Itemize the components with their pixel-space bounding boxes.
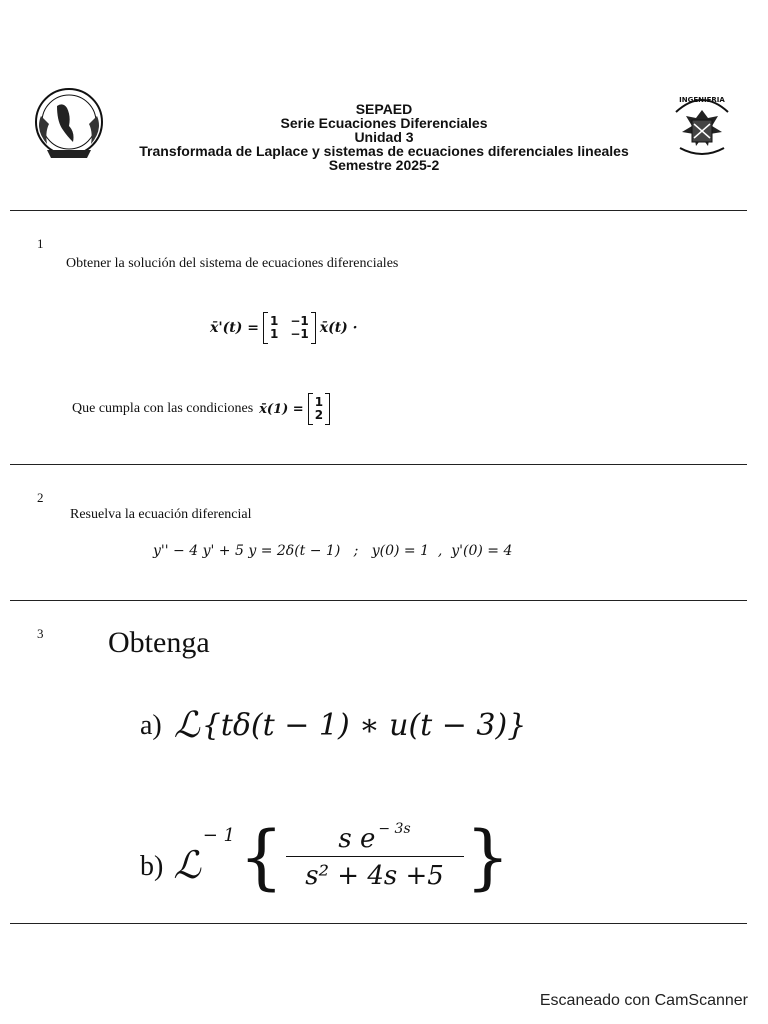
problem-3a — [140, 705, 526, 746]
vector-cell: 2 — [314, 408, 324, 422]
header-semester: Semestre 2025-2 — [328, 157, 440, 173]
problem-1-condition — [72, 393, 330, 425]
part-a-label: a) — [140, 709, 162, 741]
divider-3 — [10, 923, 747, 924]
camscanner-watermark: Escaneado con CamScanner — [539, 992, 748, 1009]
matrix-cell: −1 — [290, 327, 309, 341]
laplace-script-icon: ℒ — [173, 705, 200, 746]
divider-2 — [10, 600, 747, 601]
left-brace-icon: { — [238, 816, 284, 898]
problem-2-number: 2 — [37, 490, 44, 505]
part-a-expression: {tδ(t − 1) ∗ u(t − 3)} — [201, 708, 527, 743]
header-topic: Transformada de Laplace y sistemas de ecuaciones diferenciales lineales — [139, 143, 629, 159]
initial-condition-vector — [308, 393, 330, 425]
fraction-denominator: s² + 4s +5 — [305, 860, 444, 891]
problem-1-equation — [210, 312, 358, 344]
problem-1-number: 1 — [37, 236, 44, 251]
laplace-script-icon: ℒ — [173, 843, 201, 887]
fraction-numerator — [330, 820, 418, 856]
problem-3b — [140, 816, 511, 898]
coefficient-matrix — [263, 312, 316, 344]
divider-header — [10, 210, 747, 211]
right-brace-icon: } — [465, 816, 511, 898]
ingenieria-seal-text: INGENIERIA — [679, 96, 725, 104]
matrix-cell: 1 — [269, 314, 279, 328]
condition-lhs: x̄(1) = — [259, 401, 304, 417]
fraction — [286, 820, 464, 891]
numerator-exponent: − 3s — [378, 820, 411, 837]
part-b-label: b) — [140, 851, 164, 882]
inverse-superscript: − 1 — [202, 824, 235, 846]
header-unit: Unidad 3 — [354, 129, 414, 145]
vector-cell: 1 — [314, 395, 324, 409]
matrix-cell: −1 — [290, 314, 309, 328]
header-title: SEPAED — [355, 101, 413, 117]
problem-2-statement: Resuelva la ecuación diferencial — [70, 507, 252, 522]
problem-2-equation: y'' − 4 y' + 5 y = 2δ(t − 1) ; y(0) = 1 , y'(0) = 4 — [153, 543, 513, 559]
numerator-base: s e — [338, 823, 376, 854]
header-series: Serie Ecuaciones Diferenciales — [280, 115, 488, 131]
condition-text: Que cumpla con las condiciones — [72, 401, 254, 416]
problem-3-number: 3 — [37, 626, 44, 641]
matrix-cell: 1 — [269, 327, 279, 341]
equation-rhs: x̄(t) · — [319, 320, 358, 336]
problem-1-statement: Obtener la solución del sistema de ecuaciones diferenciales — [66, 256, 399, 271]
divider-1 — [10, 464, 747, 465]
problem-3-title: Obtenga — [108, 626, 210, 659]
equation-lhs: x̄'(t) = — [210, 320, 259, 336]
